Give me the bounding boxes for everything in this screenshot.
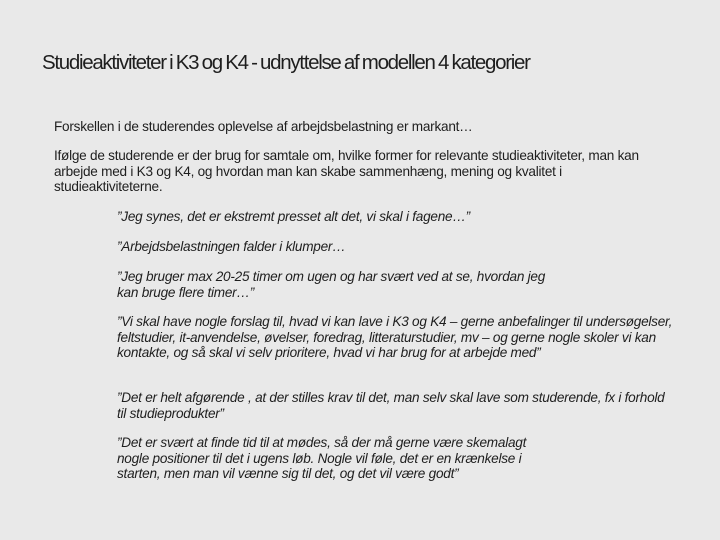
student-quote-5: ”Det er helt afgørende , at der stilles krav til det, man selv skal lave som studerende, fx i forhold til studieprodukter” xyxy=(117,390,665,421)
context-paragraph: Ifølge de studerende er der brug for samtale om, hvilke former for relevante studieaktiviteter, man kan arbejde med i K3 og K4, og hvordan man kan skabe sammenhæng, mening og kvalitet i studieaktiviteterne. xyxy=(54,148,639,194)
student-quote-1: ”Jeg synes, det er ekstremt presset alt det, vi skal i fagene…” xyxy=(117,209,470,224)
student-quote-6: ”Det er svært at finde tid til at mødes, så der må gerne være skemalagt nogle positioner til det i ugens løb. Nogle vil føle, det er en krænkelse i starten, men man vil vænne sig til det, og det vil være godt” xyxy=(117,435,527,481)
slide-title: Studieaktiviteter i K3 og K4 - udnyttelse af modellen 4 kategorier xyxy=(42,51,530,74)
student-quote-3: ”Jeg bruger max 20-25 timer om ugen og har svært ved at se, hvordan jeg kan bruge flere timer…” xyxy=(117,269,546,300)
student-quote-4: ”Vi skal have nogle forslag til, hvad vi kan lave i K3 og K4 – gerne anbefalinger til undersøgelser, feltstudier, it-anvendelse, øvelser, foredrag, litteraturstudier, mv – og gerne nogle skoler vi kan kontakte, og så skal vi selv prioritere, hvad vi har brug for at arbejde med” xyxy=(117,314,673,360)
student-quote-2: ”Arbejdsbelastningen falder i klumper… xyxy=(117,239,346,254)
intro-paragraph: Forskellen i de studerendes oplevelse af arbejdsbelastning er markant… xyxy=(54,119,473,134)
